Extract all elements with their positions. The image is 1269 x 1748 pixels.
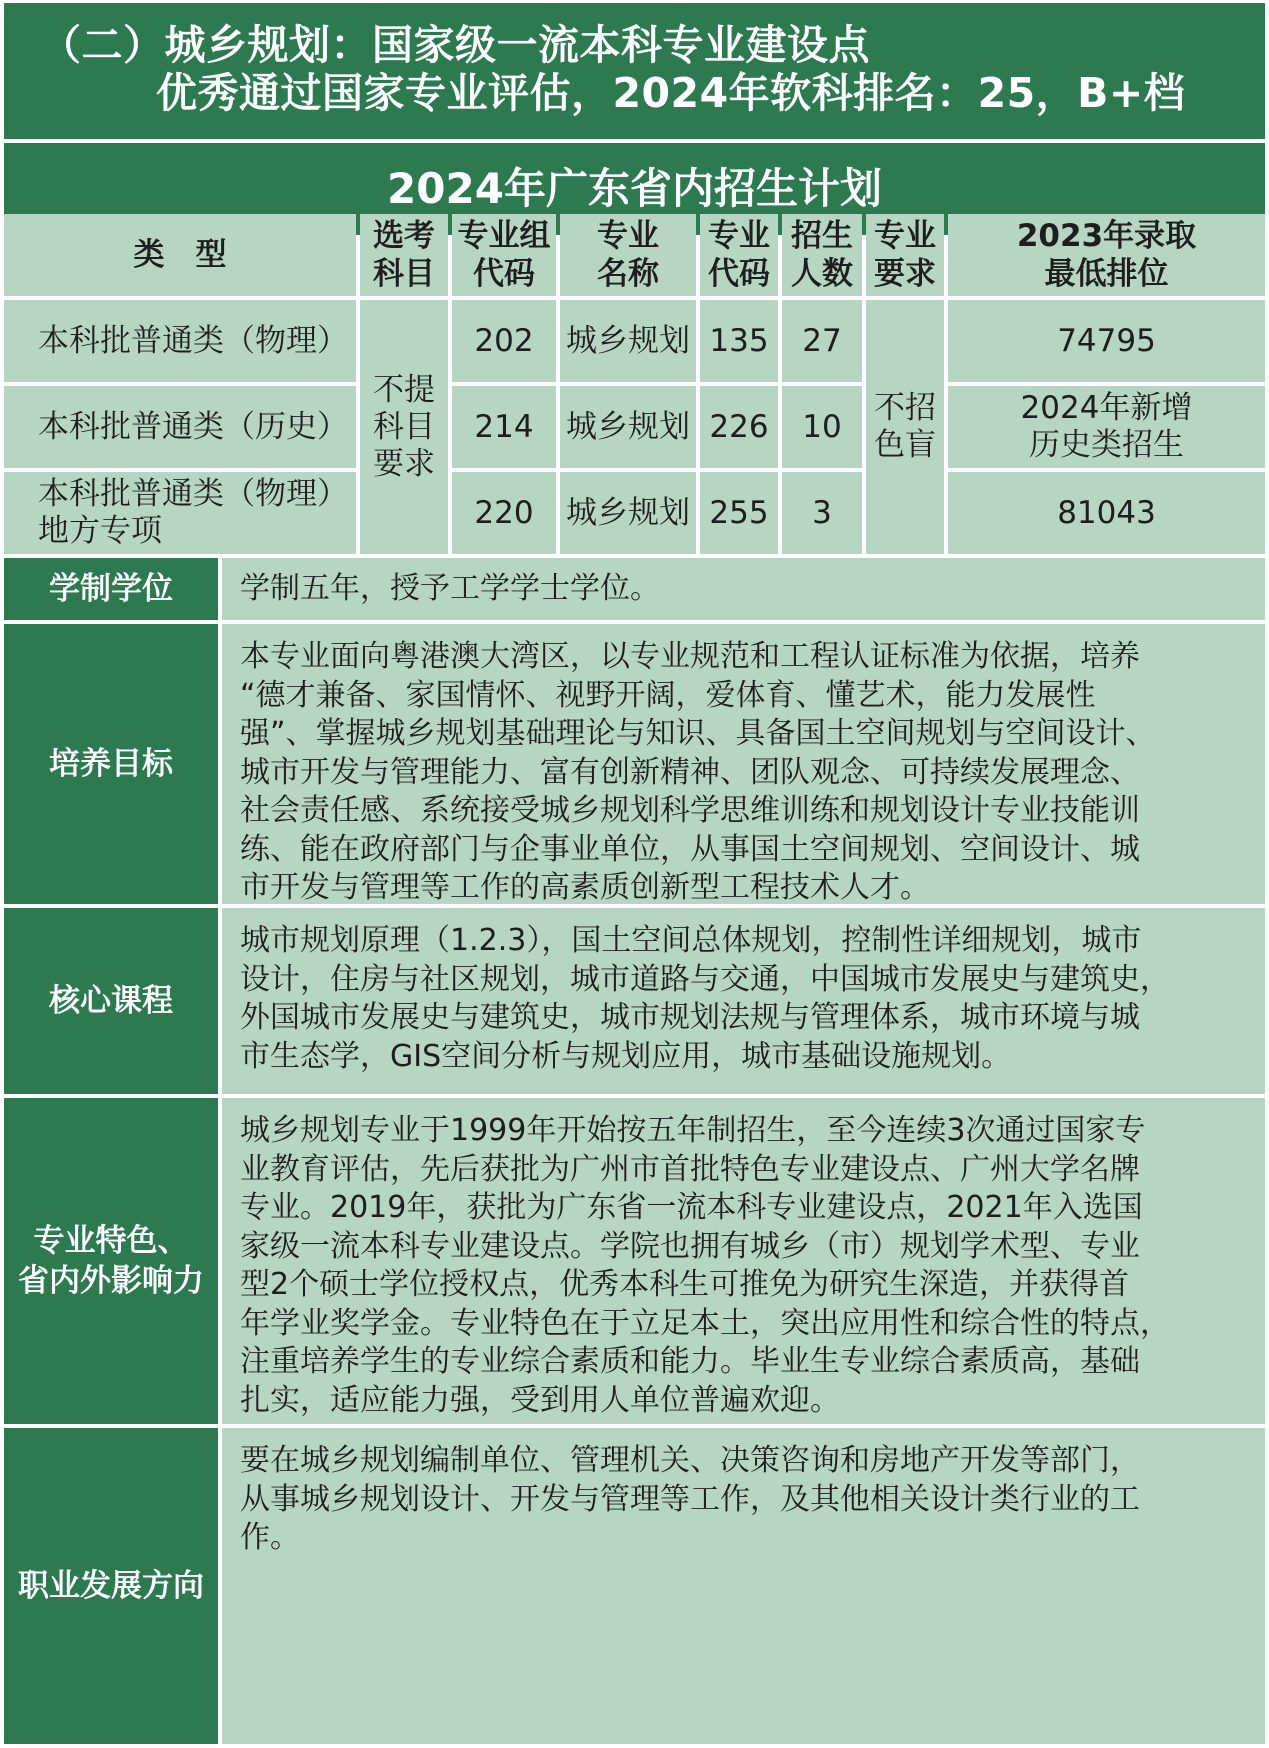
row-major-code [700, 386, 778, 468]
header-requirement [866, 214, 944, 296]
section-line: 强”、掌握城乡规划基础理论与知识、具备国土空间规划与空间设计、 [240, 716, 1156, 751]
row-major-name [560, 300, 696, 382]
section-content [222, 624, 1265, 904]
section-line: 扎实，适应能力强，受到用人单位普遍欢迎。 [240, 1382, 840, 1418]
section-label [4, 908, 218, 1094]
header-subject [360, 214, 448, 296]
row-type-text: 本科批普通类（物理） [38, 322, 348, 359]
header-subtitle: 优秀通过国家专业评估，2024年软科排名：25，B+档 [156, 69, 1186, 117]
section-line: 要在城乡规划编制单位、管理机关、决策咨询和房地产开发等部门， [240, 1443, 1140, 1478]
header-major-name-text: 专业 [597, 218, 659, 254]
row-quota [782, 300, 862, 382]
section-line: 业教育评估，先后获批为广州市首批特色专业建设点、广州大学名牌 [240, 1151, 1140, 1187]
row-major-code [700, 300, 778, 382]
section-label-text: 核心课程 [49, 983, 173, 1019]
row-group-code-text: 202 [474, 322, 534, 359]
section-label [4, 558, 218, 620]
header-group-code [452, 214, 556, 296]
section-line: 本专业面向粤港澳大湾区，以专业规范和工程认证标准为依据，培养 [240, 639, 1140, 674]
row-min-rank [948, 386, 1265, 468]
header-title: （二）城乡规划：国家级一流本科专业建设点 [40, 21, 870, 69]
row-major-code-text: 255 [709, 494, 769, 531]
header-group-code-text: 专业组 [457, 218, 551, 254]
section-line: 练、能在政府部门与企事业单位，从事国土空间规划、空间设计、城 [240, 831, 1140, 867]
header-major-name-text: 名称 [597, 256, 659, 292]
header-subject-text: 科目 [373, 256, 435, 292]
row-type-text: 地方专项 [38, 513, 162, 549]
section-label-text: 职业发展方向 [18, 1568, 204, 1604]
row-major-code-text: 226 [709, 408, 769, 445]
header-type [4, 214, 356, 296]
row-quota [782, 386, 862, 468]
section-line: 专业。2019年，获批为广东省一流本科专业建设点，2021年入选国 [240, 1190, 1143, 1225]
page-header [4, 3, 1265, 139]
header-type-text: 类 型 [133, 237, 227, 273]
header-requirement-text: 要求 [874, 256, 936, 292]
header-min-rank-text: 2023年录取 [1016, 218, 1197, 254]
section-label [4, 1098, 218, 1424]
section-line: 社会责任感、系统接受城乡规划科学思维训练和规划设计专业技能训 [240, 793, 1140, 828]
section-line: 作。 [240, 1520, 300, 1555]
major-requirement-merged-text: 色盲 [874, 427, 936, 463]
row-quota-text: 10 [802, 408, 842, 445]
header-quota-text: 招生 [791, 218, 853, 254]
row-type [4, 300, 356, 382]
section-line: 从事城乡规划设计、开发与管理等工作，及其他相关设计类行业的工 [240, 1481, 1140, 1517]
row-min-rank [948, 472, 1265, 554]
row-group-code-text: 214 [474, 408, 534, 445]
row-group-code [452, 472, 556, 554]
row-group-code [452, 386, 556, 468]
row-type-text: 本科批普通类（历史） [38, 408, 348, 445]
row-major-code-text: 135 [709, 322, 769, 359]
row-major-name-text: 城乡规划 [566, 494, 690, 531]
header-min-rank [948, 214, 1265, 296]
header-quota [782, 214, 862, 296]
section-label [4, 1428, 218, 1744]
header-min-rank-text: 最低排位 [1044, 256, 1169, 292]
section-line: 市生态学，GIS空间分析与规划应用，城市基础设施规划。 [240, 1038, 1012, 1074]
subject-requirement-merged-text: 科目 [373, 408, 435, 445]
section-line: “德才兼备、家国情怀、视野开阔，爱体育、懂艺术，能力发展性 [240, 677, 1096, 713]
section-line: 学制五年，授予工学学士学位。 [240, 570, 660, 606]
section-line: 家级一流本科专业建设点。学院也拥有城乡（市）规划学术型、专业 [240, 1228, 1140, 1264]
row-min-rank [948, 300, 1265, 382]
section-label-text: 省内外影响力 [18, 1263, 204, 1299]
section-content [222, 1098, 1265, 1424]
header-requirement-text: 专业 [874, 218, 936, 254]
header-major-code-text: 代码 [708, 256, 770, 292]
major-requirement-merged [866, 300, 944, 554]
row-major-name-text: 城乡规划 [566, 322, 690, 359]
row-major-name [560, 386, 696, 468]
section-line: 外国城市发展史与建筑史，城市规划法规与管理体系，城市环境与城 [240, 1000, 1140, 1035]
row-quota-text: 3 [812, 494, 832, 531]
row-major-code [700, 472, 778, 554]
row-group-code [452, 300, 556, 382]
subject-requirement-merged-text: 要求 [373, 445, 435, 482]
header-major-code-text: 专业 [708, 218, 770, 254]
subject-requirement-merged-text: 不提 [373, 371, 435, 408]
row-group-code-text: 220 [474, 494, 534, 531]
header-major-name [560, 214, 696, 296]
row-type [4, 472, 356, 554]
subject-requirement-merged [360, 300, 448, 554]
section-label-text: 学制学位 [49, 571, 173, 607]
section-line: 注重培养学生的专业综合素质和能力。毕业生专业综合素质高，基础 [240, 1344, 1140, 1379]
section-line: 城市开发与管理能力、富有创新精神、团队观念、可持续发展理念、 [240, 754, 1140, 790]
row-min-rank-text: 74795 [1057, 322, 1156, 359]
section-content [222, 1428, 1265, 1744]
row-major-name-text: 城乡规划 [566, 408, 690, 445]
row-min-rank-text: 历史类招生 [1029, 427, 1184, 463]
section-line: 城乡规划专业于1999年开始按五年制招生，至今连续3次通过国家专 [240, 1113, 1146, 1148]
header-subject-text: 选考 [373, 218, 435, 254]
row-min-rank-text: 81043 [1057, 494, 1156, 531]
section-label-text: 专业特色、 [33, 1223, 189, 1259]
row-type [4, 386, 356, 468]
row-type-text: 本科批普通类（物理） [38, 476, 348, 512]
section-content [222, 558, 1265, 620]
header-major-code [700, 214, 778, 296]
section-line: 市开发与管理等工作的高素质创新型工程技术人才。 [240, 870, 930, 905]
row-major-name [560, 472, 696, 554]
section-label-text: 培养目标 [49, 746, 173, 782]
row-min-rank-text: 2024年新增 [1020, 390, 1193, 426]
section-line: 设计，住房与社区规划，城市道路与交通，中国城市发展史与建筑史， [240, 961, 1170, 997]
row-quota [782, 472, 862, 554]
section-line: 型2个硕士学位授权点，优秀本科生可推免为研究生深造，并获得首 [240, 1267, 1130, 1302]
section-content [222, 908, 1265, 1094]
section-label [4, 624, 218, 904]
row-quota-text: 27 [802, 322, 842, 359]
major-requirement-merged-text: 不招 [874, 390, 936, 426]
plan-title: 2024年广东省内招生计划 [4, 143, 1265, 235]
section-line: 年学业奖学金。专业特色在于立足本土，突出应用性和综合性的特点， [240, 1305, 1170, 1341]
section-line: 城市规划原理（1.2.3），国土空间总体规划，控制性详细规划，城市 [240, 923, 1142, 958]
header-quota-text: 人数 [791, 256, 853, 292]
header-group-code-text: 代码 [473, 256, 535, 292]
